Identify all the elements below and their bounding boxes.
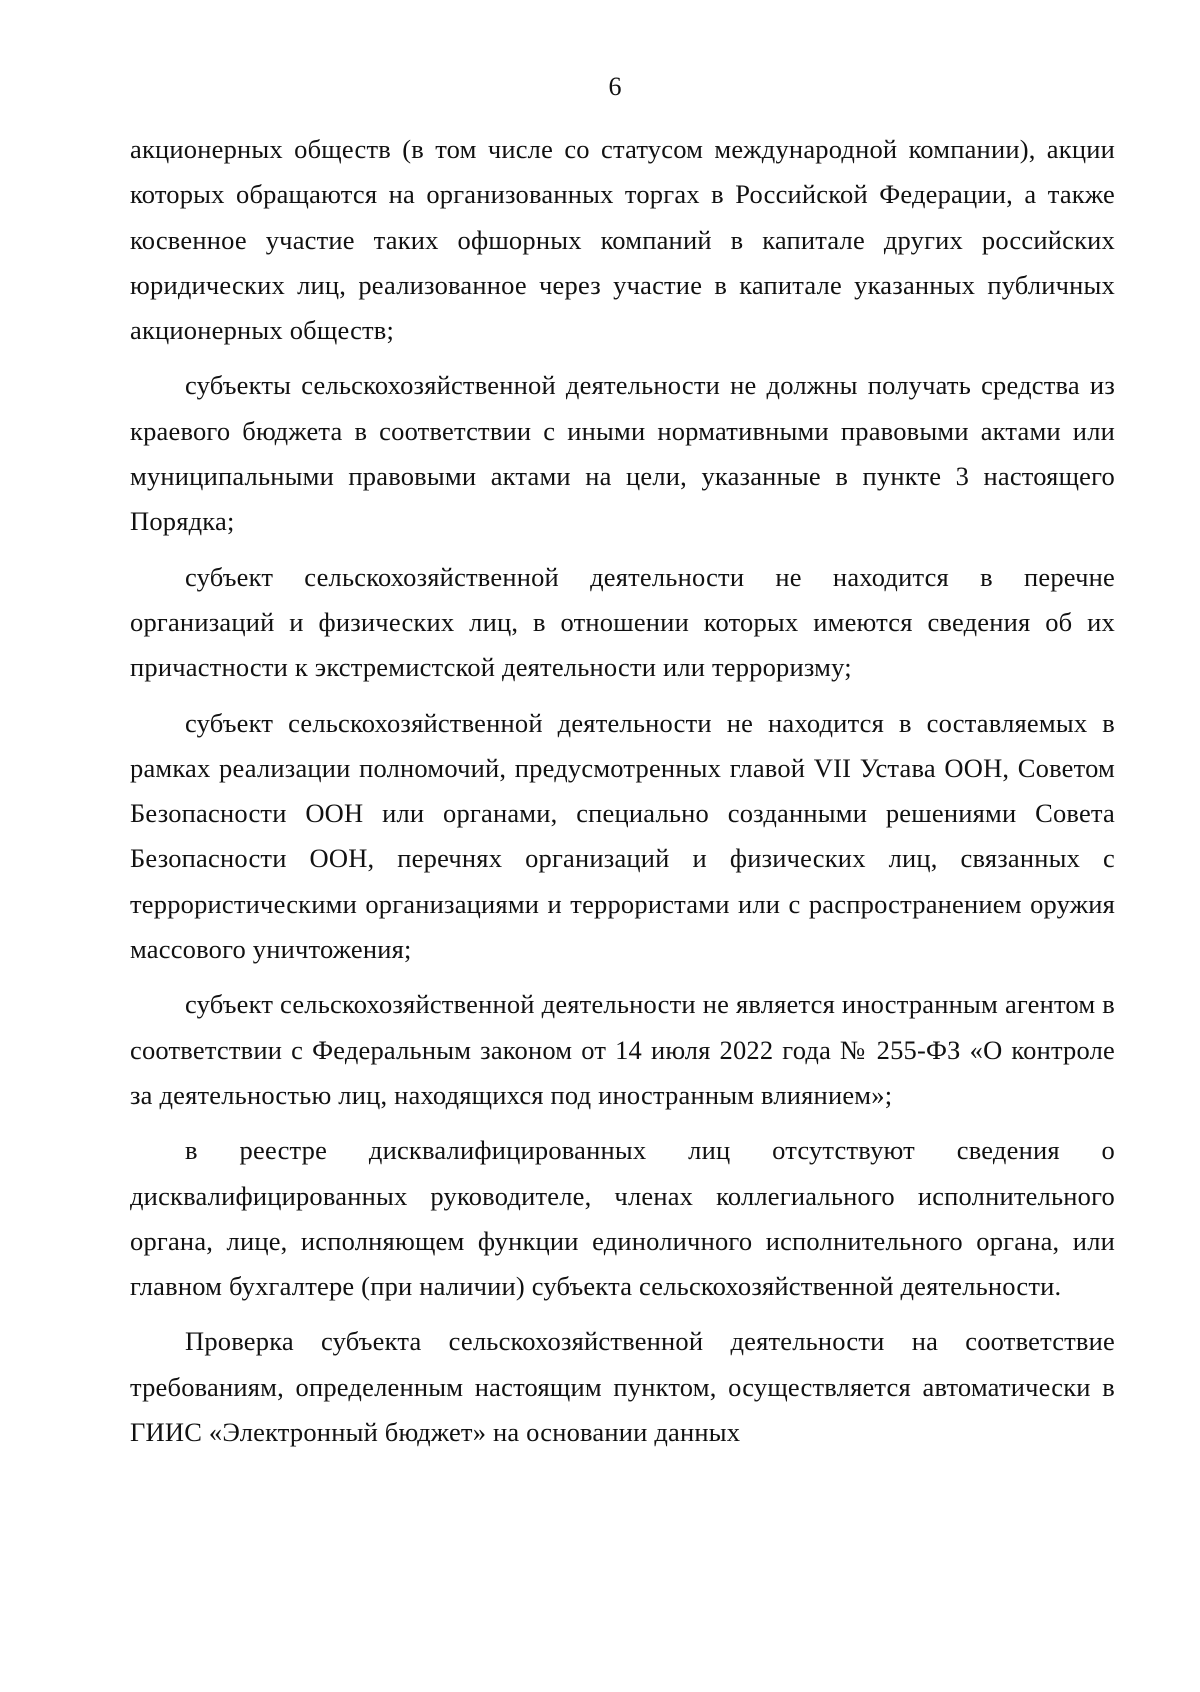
paragraph-automatic-verification: Проверка субъекта сельскохозяйственной деятельности на соответствие требованиям, определенным настоящим пунктом, осуществляется автоматически в ГИИС «Электронный бюджет» на основании данных	[130, 1326, 1115, 1448]
document-body	[130, 127, 1115, 1465]
paragraph-offshore-participation: акционерных обществ (в том числе со статусом международной компании), акции которых обращаются на организованных торгах в Российской Федерации, а также косвенное участие таких офшорных компаний в капитале других российских юридических лиц, реализованное через участие в капитале указанных публичных акционерных обществ;	[130, 134, 1115, 346]
paragraph-disqualified-persons-registry: в реестре дисквалифицированных лиц отсутствуют сведения о дисквалифицированных руководителе, членах коллегиального исполнительного органа, лице, исполняющем функции единоличного исполнительного органа, или главном бухгалтере (при наличии) субъекта сельскохозяйственной деятельности.	[130, 1135, 1115, 1302]
paragraph-not-in-un-sanctions-lists: субъект сельскохозяйственной деятельности не находится в составляемых в рамках реализации полномочий, предусмотренных главой VII Устава ООН, Советом Безопасности ООН или органами, специально созданными решениями Совета Безопасности ООН, перечнях организаций и физических лиц, связанных с террористическими организациями и террористами или с распространением оружия массового уничтожения;	[130, 707, 1115, 965]
paragraph-not-foreign-agent: субъект сельскохозяйственной деятельности не является иностранным агентом в соответствии с Федеральным законом от 14 июля 2022 года № 255-ФЗ «О контроле за деятельностью лиц, находящихся под иностранным влиянием»;	[130, 989, 1115, 1110]
paragraph-no-regional-budget-funds: субъекты сельскохозяйственной деятельности не должны получать средства из краевого бюджета в соответствии с иными нормативными правовыми актами или муниципальными правовыми актами на цели, указанные в пункте 3 настоящего Порядка;	[130, 370, 1115, 537]
page-number: 6	[608, 72, 622, 101]
paragraph-not-in-extremism-list: субъект сельскохозяйственной деятельности не находится в перечне организаций и физических лиц, в отношении которых имеются сведения об их причастности к экстремистской деятельности или терроризму;	[130, 561, 1115, 683]
